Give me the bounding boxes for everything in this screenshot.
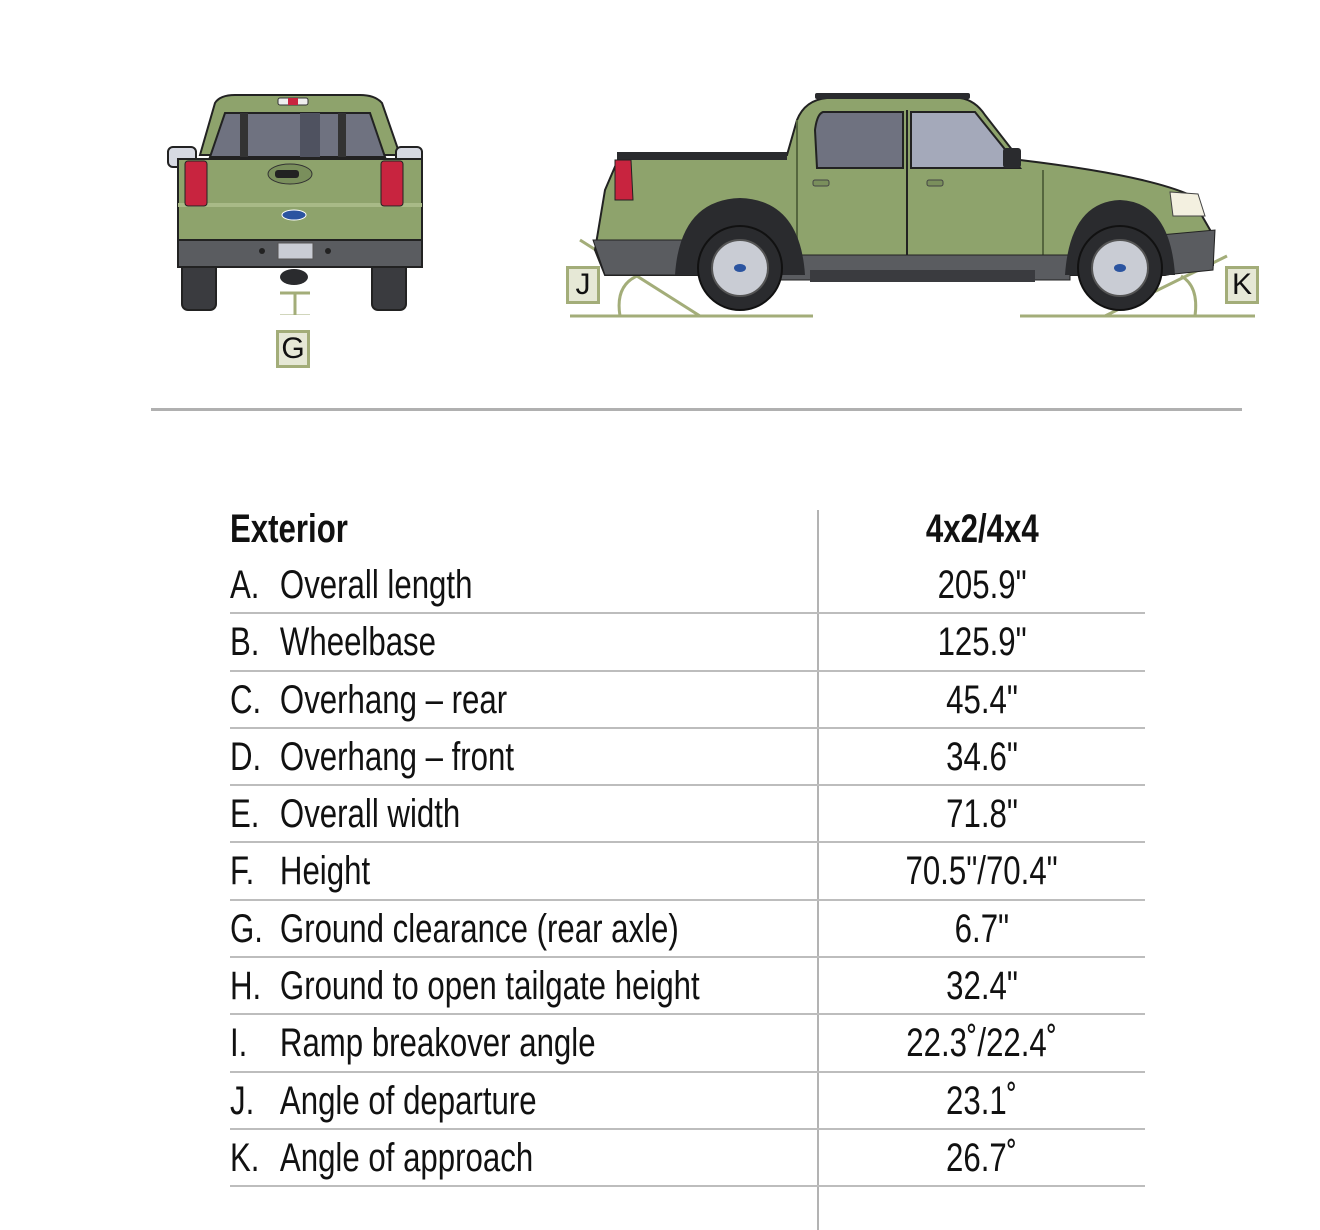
table-row	[230, 672, 1145, 729]
spec-letter: A.	[230, 563, 260, 607]
spec-label	[230, 614, 689, 669]
departure-angle-label: J	[566, 266, 600, 304]
spec-value: 22.3˚/22.4˚	[906, 1021, 1058, 1066]
spec-label	[230, 843, 689, 898]
spec-label	[230, 1130, 689, 1185]
spec-letter: D.	[230, 734, 262, 779]
spec-label	[230, 1073, 689, 1128]
column-header: 4x2/4x4	[925, 507, 1039, 551]
spec-letter: C.	[230, 677, 262, 722]
spec-name: Wheelbase	[279, 620, 437, 665]
spec-label	[230, 901, 689, 956]
spec-value: 26.7˚	[946, 1135, 1018, 1180]
spec-name: Overhang – rear	[279, 677, 508, 722]
spec-name: Overall length	[279, 563, 473, 607]
spec-name: Overhang – front	[279, 734, 515, 779]
table-row	[230, 1073, 1145, 1130]
table-row	[230, 843, 1145, 900]
spec-label	[230, 729, 689, 784]
spec-value: 70.5"/70.4"	[905, 849, 1059, 894]
spec-letter: B.	[230, 620, 260, 665]
spec-label	[230, 1015, 689, 1070]
truck-side-view-illustration	[565, 90, 1265, 325]
spec-letter: E.	[230, 792, 260, 837]
spec-letter: H.	[230, 964, 262, 1009]
spec-letter: I.	[230, 1021, 248, 1066]
spec-value: 23.1˚	[946, 1078, 1018, 1123]
table-row	[230, 1015, 1145, 1072]
spec-name: Height	[279, 849, 371, 894]
spec-name: Overall width	[279, 792, 461, 837]
table-row	[230, 729, 1145, 786]
exterior-specs-table	[230, 505, 1145, 1187]
spec-label	[230, 672, 689, 727]
table-row	[230, 614, 1145, 671]
spec-value: 45.4"	[946, 677, 1018, 722]
spec-value: 205.9"	[937, 563, 1027, 607]
spec-letter: J.	[230, 1078, 255, 1123]
section-title: Exterior	[230, 507, 348, 551]
spec-label	[230, 786, 689, 841]
spec-label	[230, 557, 689, 612]
section-divider	[151, 408, 1242, 411]
spec-name: Ground clearance (rear axle)	[279, 906, 679, 951]
truck-rear-view-illustration	[160, 85, 440, 315]
table-row	[230, 958, 1145, 1015]
spec-value: 125.9"	[937, 620, 1027, 665]
spec-label	[230, 958, 700, 1013]
spec-name: Angle of approach	[279, 1135, 534, 1180]
table-row	[230, 557, 1145, 614]
spec-letter: F.	[230, 849, 255, 894]
table-row	[230, 786, 1145, 843]
table-row	[230, 1130, 1145, 1187]
table-header-row	[230, 505, 1145, 557]
spec-value: 32.4"	[946, 964, 1018, 1009]
ground-clearance-label: G	[276, 330, 310, 368]
approach-angle-label: K	[1225, 266, 1259, 304]
spec-name: Ground to open tailgate height	[279, 964, 700, 1009]
spec-letter: K.	[230, 1135, 260, 1180]
table-row	[230, 901, 1145, 958]
spec-value: 71.8"	[946, 792, 1018, 837]
spec-name: Ramp breakover angle	[279, 1021, 596, 1066]
spec-name: Angle of departure	[279, 1078, 537, 1123]
spec-value: 34.6"	[946, 734, 1018, 779]
spec-letter: G.	[230, 906, 263, 951]
spec-value: 6.7"	[954, 906, 1010, 951]
